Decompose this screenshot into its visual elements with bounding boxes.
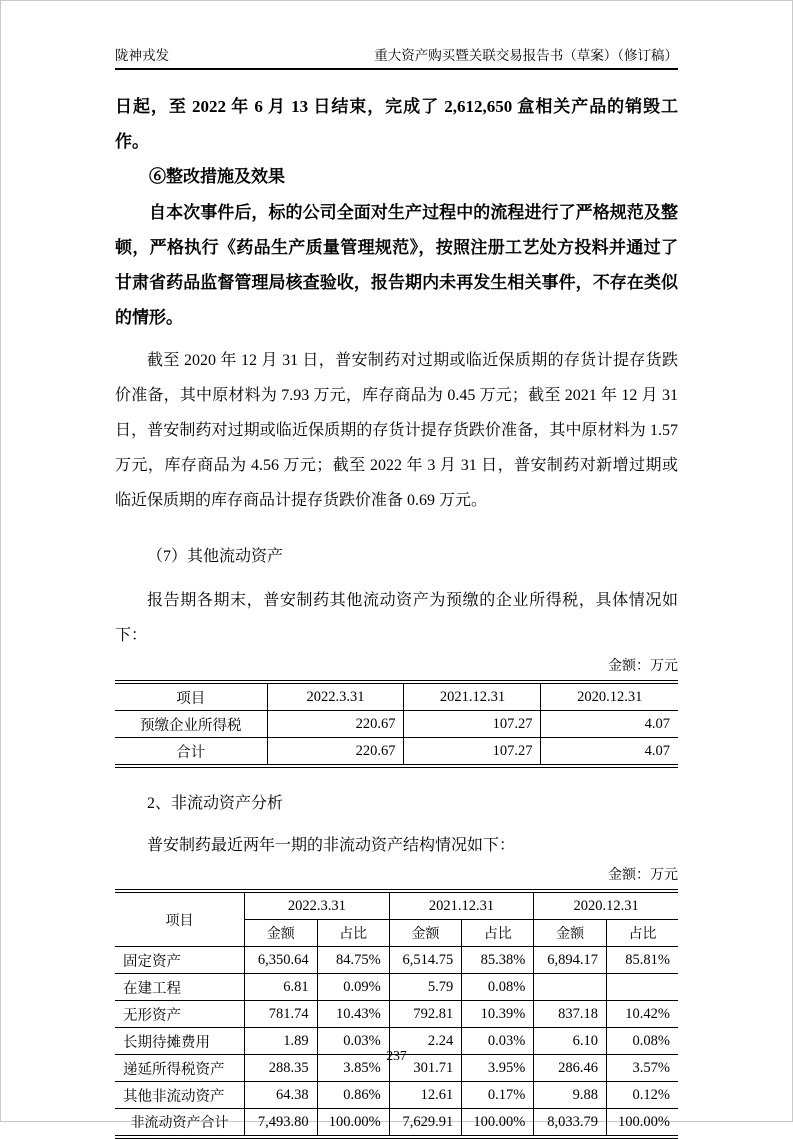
table-cell [606, 974, 678, 1001]
table-header-row [115, 891, 678, 920]
table-cell: 84.75% [317, 947, 389, 974]
table-cell: 6.10 [534, 1028, 607, 1055]
paragraph-rectification: 自本次事件后，标的公司全面对生产过程中的流程进行了严格规范及整顿，严格执行《药品生产质量管理规范》，按照注册工艺处方投料并通过了甘肃省药品监督管理局核查验收，报告期内未再发生相关事件，不存在类似的情形。 [115, 203, 678, 327]
table-cell: 7,493.80 [244, 1109, 317, 1138]
table-cell: 85.38% [462, 947, 534, 974]
table-cell: 0.12% [606, 1082, 678, 1109]
table-cell: 0.03% [317, 1028, 389, 1055]
table-header-cell: 占比 [606, 920, 678, 947]
table-row [115, 1082, 678, 1109]
table-cell: 在建工程 [115, 974, 244, 1001]
table-cell: 10.43% [317, 1001, 389, 1028]
table-cell: 2.24 [389, 1028, 462, 1055]
header-company-name: 陇神戎发 [115, 48, 169, 63]
table-cell: 100.00% [462, 1109, 534, 1138]
table-cell: 0.08% [462, 974, 534, 1001]
other-current-assets-table [115, 680, 678, 768]
table-cell: 107.27 [404, 738, 541, 767]
unit-note-1: 金额：万元 [608, 659, 678, 674]
table-row [115, 1001, 678, 1028]
table-cell: 288.35 [244, 1055, 317, 1082]
table-row [115, 974, 678, 1001]
table-cell: 3.85% [317, 1055, 389, 1082]
table-cell: 9.88 [534, 1082, 607, 1109]
table-header-cell: 2021.12.31 [404, 682, 541, 711]
table-cell: 其他非流动资产 [115, 1082, 244, 1109]
table-cell: 0.08% [606, 1028, 678, 1055]
header-report-title: 重大资产购买暨关联交易报告书（草案）（修订稿） [374, 48, 678, 63]
table-cell: 10.42% [606, 1001, 678, 1028]
table-cell: 220.67 [267, 738, 404, 767]
table-cell: 781.74 [244, 1001, 317, 1028]
table-total-row [115, 738, 678, 767]
unit-note-2: 金额：万元 [608, 868, 678, 883]
table-cell: 8,033.79 [534, 1109, 607, 1138]
table-header-cell: 项目 [115, 682, 267, 711]
paragraph-inventory-provision: 截至 2020 年 12 月 31 日，普安制药对过期或临近保质期的存货计提存货跌价准备，其中原材料为 7.93 万元，库存商品为 0.45 万元；截至 2021 年 12 月 31 日，普安制药对过期或临近保质期的存货计提存货跌价准备，其中原材料为 1.57 万元，库存商品为 4.56 万元；截至 2022 年 3 月 31 日，普安制药对新增过期或临近保质期的库存商品计提存货跌价准备 0.69 万元。 [115, 352, 678, 509]
table-header-cell: 项目 [115, 891, 244, 947]
table-cell: 0.17% [462, 1082, 534, 1109]
table-cell: 10.39% [462, 1001, 534, 1028]
table-cell: 1.89 [244, 1028, 317, 1055]
table-cell: 长期待摊费用 [115, 1028, 244, 1055]
table-cell: 合计 [115, 738, 267, 767]
table-cell: 6,894.17 [534, 947, 607, 974]
heading-rectification: ⑥整改措施及效果 [149, 167, 285, 186]
table-cell [534, 974, 607, 1001]
page-number: 237 [386, 1048, 407, 1063]
table-cell: 792.81 [389, 1001, 462, 1028]
table-header-cell: 2021.12.31 [389, 891, 534, 920]
table-cell: 12.61 [389, 1082, 462, 1109]
table-header-cell: 2020.12.31 [541, 682, 678, 711]
table-cell: 220.67 [267, 711, 404, 738]
table-cell: 固定资产 [115, 947, 244, 974]
noncurrent-assets-table [115, 889, 678, 1139]
table-cell: 3.57% [606, 1055, 678, 1082]
table-cell: 4.07 [541, 738, 678, 767]
table-cell: 无形资产 [115, 1001, 244, 1028]
table-header-cell: 占比 [462, 920, 534, 947]
table-header-cell: 金额 [244, 920, 317, 947]
paragraph-other-current-assets: 报告期各期末，普安制药其他流动资产为预缴的企业所得税，具体情况如下： [115, 592, 678, 644]
table-cell: 3.95% [462, 1055, 534, 1082]
table-cell: 4.07 [541, 711, 678, 738]
table-row [115, 711, 678, 738]
heading-other-current-assets: （7）其他流动资产 [147, 548, 284, 565]
table-cell: 预缴企业所得税 [115, 711, 267, 738]
table-header-cell: 2022.3.31 [267, 682, 404, 711]
table-cell: 85.81% [606, 947, 678, 974]
heading-noncurrent-assets: 2、非流动资产分析 [147, 795, 284, 812]
table-cell: 286.46 [534, 1055, 607, 1082]
table-header-cell: 2022.3.31 [244, 891, 389, 920]
table-total-row [115, 1109, 678, 1138]
table-cell: 837.18 [534, 1001, 607, 1028]
table-header-row [115, 682, 678, 711]
table-cell: 递延所得税资产 [115, 1055, 244, 1082]
table-cell: 5.79 [389, 974, 462, 1001]
table-cell: 100.00% [317, 1109, 389, 1138]
table-header-cell: 金额 [389, 920, 462, 947]
document-header [115, 47, 678, 70]
table-cell: 100.00% [606, 1109, 678, 1138]
paragraph-noncurrent-intro: 普安制药最近两年一期的非流动资产结构情况如下： [147, 837, 516, 854]
table-cell: 107.27 [404, 711, 541, 738]
table-cell: 0.86% [317, 1082, 389, 1109]
table-cell: 0.09% [317, 974, 389, 1001]
table-cell: 非流动资产合计 [115, 1109, 244, 1138]
table-header-cell: 占比 [317, 920, 389, 947]
table-row [115, 947, 678, 974]
table-cell: 6,514.75 [389, 947, 462, 974]
table-cell: 6,350.64 [244, 947, 317, 974]
table-header-cell: 金额 [534, 920, 607, 947]
table-cell: 64.38 [244, 1082, 317, 1109]
table-cell: 7,629.91 [389, 1109, 462, 1138]
table-cell: 0.03% [462, 1028, 534, 1055]
table-cell: 6.81 [244, 974, 317, 1001]
table-header-cell: 2020.12.31 [534, 891, 678, 920]
paragraph-destruction: 日起，至 2022 年 6 月 13 日结束，完成了 2,612,650 盒相关产品的销毁工作。 [115, 97, 678, 151]
table-cell: 301.71 [389, 1055, 462, 1082]
